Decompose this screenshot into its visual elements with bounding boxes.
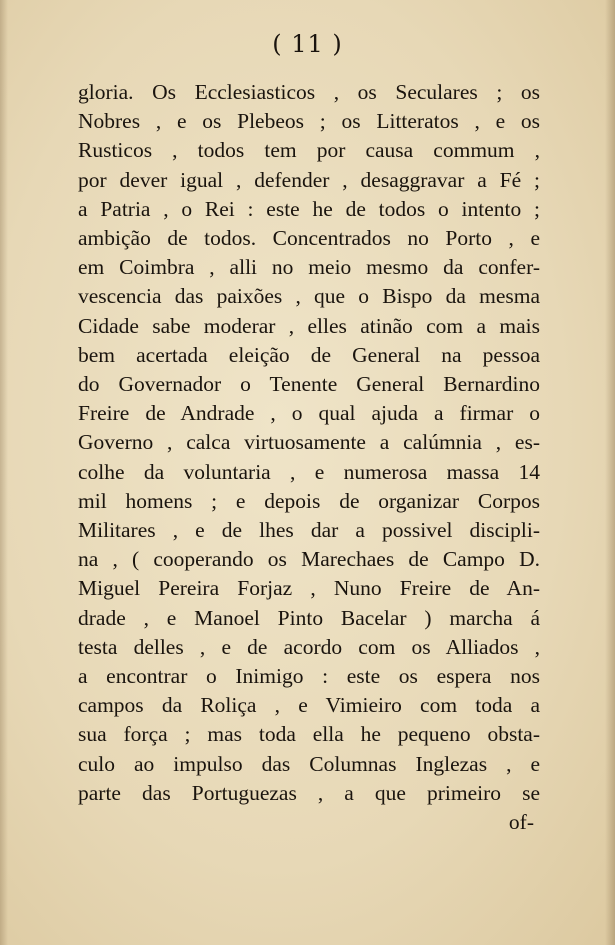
- text-line: bem acertada eleição de General na pessoa: [78, 342, 540, 367]
- text-line: campos da Roliça , e Vimieiro com toda a: [78, 693, 540, 718]
- text-line: a encontrar o Inimigo : este os espera nos: [78, 664, 540, 689]
- page-edge-right: [605, 0, 615, 945]
- text-line: culo ao impulso das Columnas Inglezas , e: [78, 751, 540, 776]
- text-line: Miguel Pereira Forjaz , Nuno Freire de An-: [78, 576, 540, 601]
- text-line: Cidade sabe moderar , elles atinão com a mais: [78, 313, 540, 338]
- page-edge-left: [0, 0, 8, 945]
- text-line: gloria. Os Ecclesiasticos , os Seculares ; os: [78, 80, 540, 104]
- text-line: Militares , e de lhes dar a possivel discipli-: [78, 518, 540, 543]
- text-line: na , ( cooperando os Marechaes de Campo D.: [78, 547, 540, 572]
- text-line: vescencia das paixões , que o Bispo da mesma: [78, 284, 540, 309]
- text-line: testa delles , e de acordo com os Alliados ,: [78, 634, 540, 659]
- text-line: a Patria , o Rei : este he de todos o intento ;: [78, 196, 540, 221]
- body-text: [78, 78, 540, 837]
- text-line: ambição de todos. Concentrados no Porto , e: [78, 226, 540, 251]
- text-line: colhe da voluntaria , e numerosa massa 14: [78, 459, 540, 484]
- text-line: Rusticos , todos tem por causa commum ,: [78, 138, 540, 163]
- text-line: parte das Portuguezas , a que primeiro se: [78, 780, 540, 805]
- text-line: sua força ; mas toda ella he pequeno obsta-: [78, 722, 540, 747]
- text-line: Freire de Andrade , o qual ajuda a firmar o: [78, 401, 540, 426]
- text-line: drade , e Manoel Pinto Bacelar ) marcha á: [78, 605, 540, 630]
- catchword: of-: [508, 810, 534, 835]
- text-line: por dever igual , defender , desaggravar a Fé ;: [78, 167, 540, 192]
- text-line: Governo , calca virtuosamente a calúmnia , es-: [78, 430, 540, 455]
- text-line: do Governador o Tenente General Bernardino: [78, 372, 540, 397]
- page-number: ( 11 ): [272, 30, 343, 58]
- text-line: Nobres , e os Plebeos ; os Litteratos , e os: [78, 109, 540, 134]
- text-line: mil homens ; e depois de organizar Corpos: [78, 488, 540, 513]
- text-line: em Coimbra , alli no meio mesmo da confer-: [78, 255, 540, 280]
